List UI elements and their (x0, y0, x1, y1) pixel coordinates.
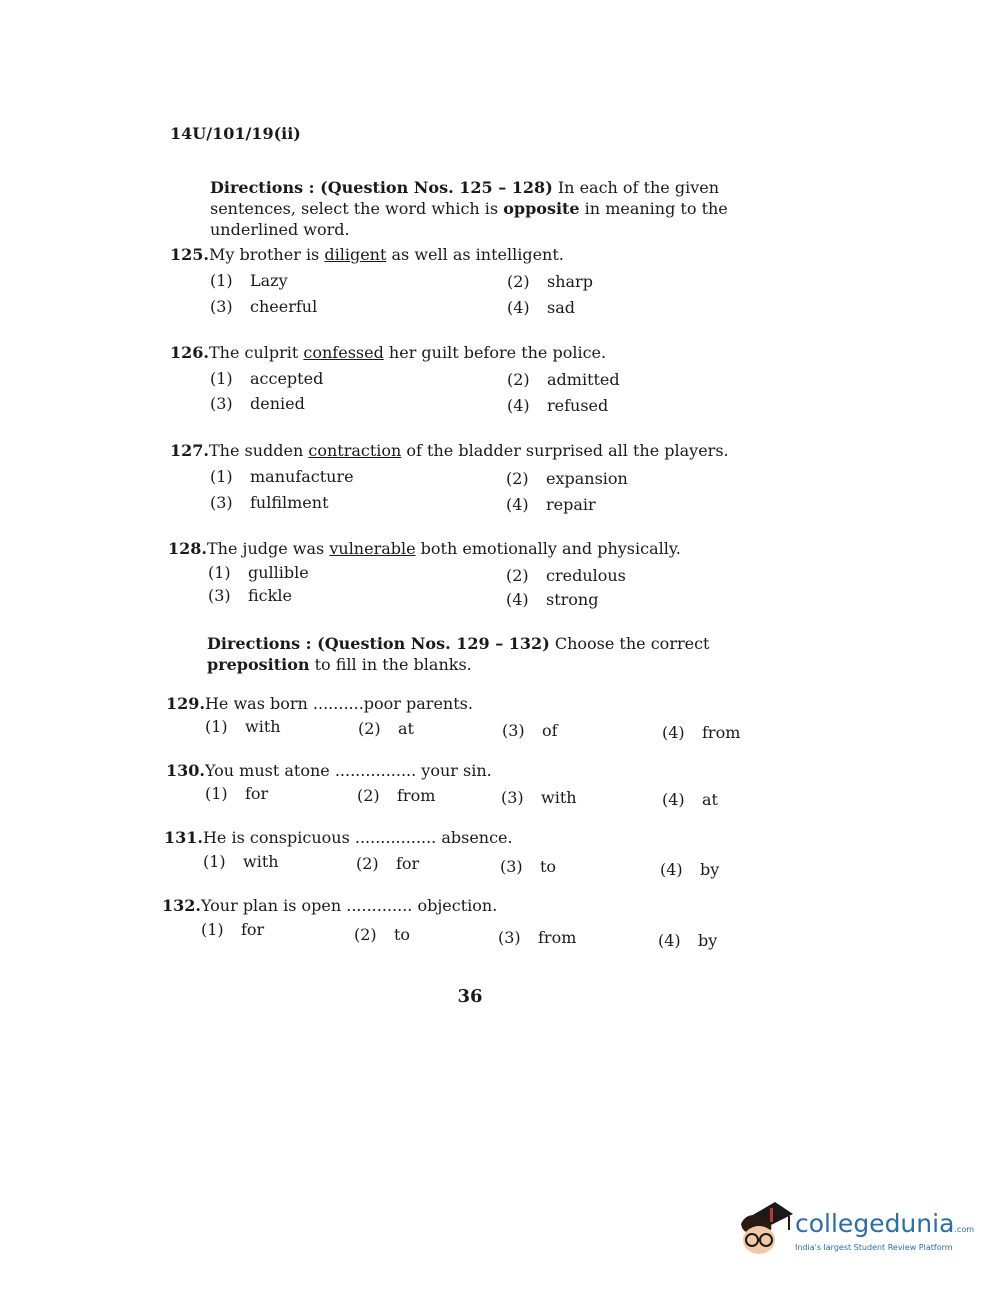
question-number: 125. (170, 245, 209, 264)
option: (4) by (660, 860, 720, 879)
question-text-end: as well as intelligent. (386, 245, 564, 264)
page-number: 36 (457, 986, 483, 1007)
option: (3) fickle (208, 586, 292, 605)
question-text: Your plan is open ............. objection. (200, 896, 498, 915)
question-number: 127. (170, 441, 209, 460)
option: (1) for (201, 920, 265, 939)
option: (2) sharp (507, 272, 593, 291)
option: (4) refused (507, 396, 609, 415)
question-130 (166, 761, 492, 780)
question-128 (168, 539, 681, 558)
option: (3) from (498, 928, 577, 947)
question-125 (170, 245, 564, 264)
directions-text-end: to fill in the blanks. (309, 655, 472, 674)
option: (4) at (662, 790, 718, 809)
directions-129-132 (207, 633, 807, 675)
option: (4) sad (507, 298, 575, 317)
option: (2) expansion (506, 469, 628, 488)
option: (2) to (354, 925, 411, 944)
question-text-end: of the bladder surprised all the players. (401, 441, 729, 460)
question-text: The culprit (208, 343, 304, 362)
question-132 (162, 896, 497, 915)
question-text: The sudden (208, 441, 309, 460)
option: (1) manufacture (210, 467, 354, 486)
directions-text-end: in meaning to the underlined word. (210, 199, 728, 239)
underlined-word: confessed (303, 343, 384, 362)
option: (1) gullible (208, 563, 309, 582)
question-number: 131. (164, 828, 203, 847)
paper-code: 14U/101/19(ii) (170, 124, 301, 143)
option: (3) fulfilment (210, 493, 329, 512)
option: (4) from (662, 723, 741, 742)
question-number: 132. (162, 896, 201, 915)
option: (4) strong (506, 590, 599, 609)
question-number: 126. (170, 343, 209, 362)
directions-text: In each of the given sentences, select the word which is (210, 178, 720, 218)
question-number: 129. (166, 694, 205, 713)
option: (3) denied (210, 394, 305, 413)
question-number: 128. (168, 539, 207, 558)
question-text-end: both emotionally and physically. (415, 539, 681, 558)
question-text: My brother is (208, 245, 325, 264)
option: (3) cheerful (210, 297, 318, 316)
option: (2) at (358, 719, 414, 738)
option: (1) with (203, 852, 279, 871)
directions-label: Directions : (Question Nos. 125 – 128) (210, 178, 553, 197)
question-text: You must atone ................ your sin. (204, 761, 492, 780)
question-126 (170, 343, 606, 362)
directions-text: Choose the correct (549, 634, 710, 653)
collegedunia-mascot-logo (737, 1196, 795, 1260)
directions-emphasis: opposite (503, 199, 580, 218)
option: (2) from (357, 786, 436, 805)
option: (3) to (500, 857, 557, 876)
question-text: He was born ..........poor parents. (204, 694, 473, 713)
option: (2) admitted (507, 370, 620, 389)
question-127 (170, 441, 729, 460)
option: (3) of (502, 721, 558, 740)
question-131 (164, 828, 513, 847)
question-text-end: her guilt before the police. (383, 343, 607, 362)
brand-tagline: India's largest Student Review Platform (795, 1243, 953, 1252)
question-number: 130. (166, 761, 205, 780)
brand-name: collegedunia.com (795, 1209, 975, 1238)
option: (4) by (658, 931, 718, 950)
underlined-word: diligent (324, 245, 387, 264)
directions-emphasis: preposition (207, 655, 310, 674)
option: (2) credulous (506, 566, 626, 585)
option: (1) Lazy (210, 271, 288, 290)
directions-label: Directions : (Question Nos. 129 – 132) (207, 634, 550, 653)
question-text: He is conspicuous ................ absence. (202, 828, 513, 847)
option: (1) for (205, 784, 269, 803)
underlined-word: vulnerable (329, 539, 416, 558)
directions-125-128 (210, 177, 810, 240)
underlined-word: contraction (308, 441, 402, 460)
option: (1) with (205, 717, 281, 736)
question-text: The judge was (206, 539, 330, 558)
question-129 (166, 694, 473, 713)
option: (1) accepted (210, 369, 324, 388)
option: (2) for (356, 854, 420, 873)
option: (4) repair (506, 495, 596, 514)
option: (3) with (501, 788, 577, 807)
